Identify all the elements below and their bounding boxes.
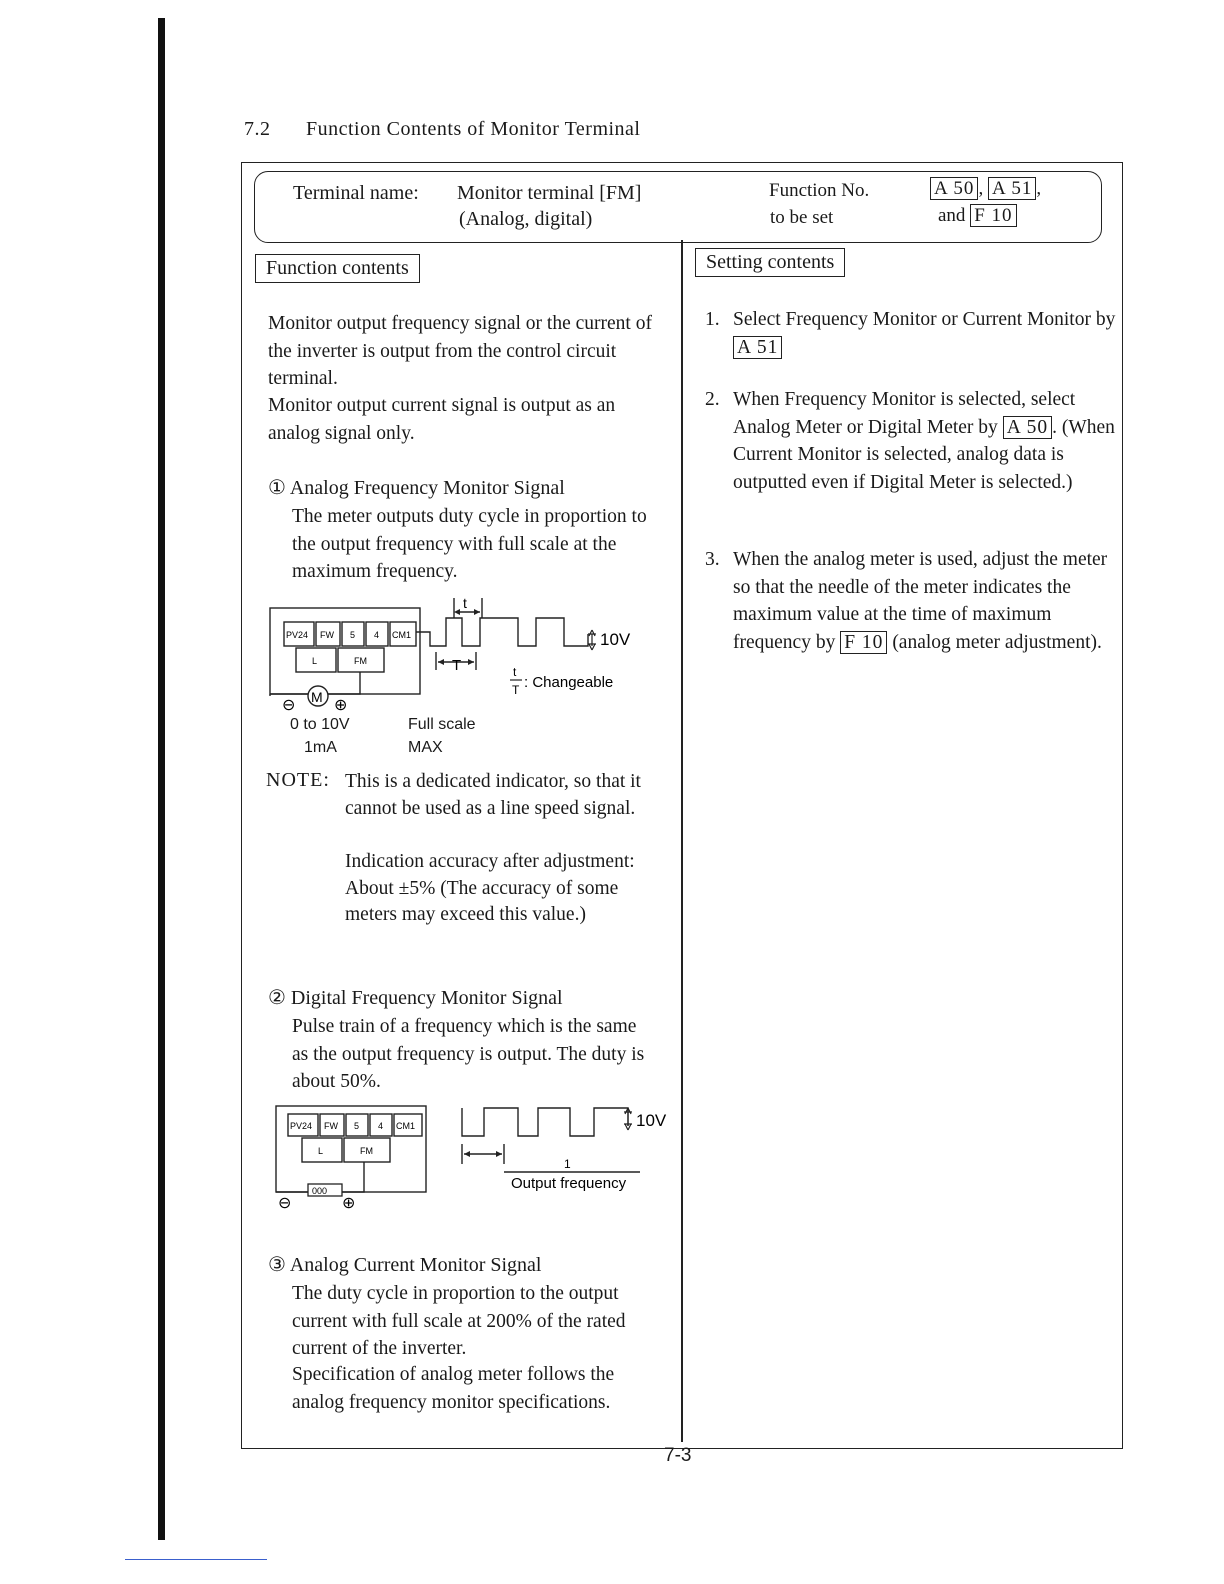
item2-body: Pulse train of a frequency which is the same as the output frequency is output. The duty is about 50%.	[292, 1016, 645, 1092]
item3-title: ③ Analog Current Monitor Signal	[268, 1254, 542, 1276]
minus-icon: ⊖	[278, 1195, 292, 1212]
step-1	[705, 306, 1117, 361]
binding-edge	[158, 18, 165, 1540]
step-after: (analog meter adjustment).	[892, 631, 1102, 653]
full-scale: Full scale	[408, 716, 476, 733]
ratio-output-frequency: Output frequency	[511, 1175, 627, 1192]
terminal-4: 4	[374, 630, 380, 640]
code-a51: A 51	[988, 177, 1036, 200]
ratio-changeable: : Changeable	[524, 674, 614, 691]
note-line-1: This is a dedicated indicator, so that it cannot be used as a line speed signal.	[345, 771, 641, 819]
code-f10: F 10	[840, 631, 887, 654]
code-f10: F 10	[970, 204, 1016, 227]
ratio-denominator: T	[512, 683, 520, 697]
function-codes-line-1	[930, 178, 1041, 200]
analog-monitor-diagram	[266, 590, 676, 725]
terminal-pv24: PV24	[290, 1121, 313, 1131]
step-after: . (When Current Monitor is selected, analog data is outputted even if Digital Meter is selected.)	[733, 416, 1115, 493]
terminal-fm: FM	[354, 656, 367, 666]
step-3	[705, 546, 1117, 656]
meter-symbol: M	[311, 689, 323, 705]
terminal-pv24: PV24	[286, 630, 309, 640]
terminal-l: L	[318, 1146, 324, 1156]
voltage-10v: 10V	[600, 630, 631, 649]
item3-body-1: The duty cycle in proportion to the output current with full scale at 200% of the rated current of the inverter.	[292, 1283, 626, 1359]
item2-title: ② Digital Frequency Monitor Signal	[268, 987, 563, 1009]
step-number: 2.	[705, 389, 720, 410]
terminal-cm1: CM1	[396, 1121, 416, 1131]
ratio-numerator: 1	[564, 1157, 571, 1171]
period-T: T	[452, 657, 462, 674]
to-be-set-label: to be set	[770, 207, 834, 228]
terminal-5: 5	[354, 1121, 360, 1131]
comma: ,	[1036, 178, 1042, 199]
terminal-name-label: Terminal name:	[293, 182, 419, 204]
bottom-rule	[125, 1559, 267, 1560]
note-line-2: Indication accuracy after adjustment: About ±5% (The accuracy of some meters may exceed this value.)	[345, 851, 635, 925]
intro-paragraph-1: Monitor output frequency signal or the current of the inverter is output from the control circuit terminal.	[268, 313, 652, 389]
voltage-10v: 10V	[636, 1111, 667, 1130]
minus-icon: ⊖	[282, 697, 296, 714]
pulse-width-t: t	[463, 595, 467, 611]
plus-icon: ⊕	[342, 1195, 356, 1212]
terminal-name-note: (Analog, digital)	[459, 208, 593, 230]
code-a50: A 50	[1003, 416, 1052, 439]
and-word: and	[938, 205, 966, 226]
function-no-label: Function No.	[769, 180, 870, 201]
terminal-fw: FW	[324, 1121, 338, 1131]
comma: ,	[978, 178, 984, 199]
item3-body-2: Specification of analog meter follows the analog frequency monitor specifications.	[292, 1364, 615, 1413]
terminal-block-outline	[270, 608, 420, 694]
terminal-fw: FW	[320, 630, 334, 640]
scale-max: MAX	[408, 739, 443, 756]
ratio-numerator: t	[513, 665, 517, 679]
plus-icon: ⊕	[334, 697, 348, 714]
step-2	[705, 386, 1117, 496]
code-a50: A 50	[930, 177, 978, 200]
step-number: 1.	[705, 309, 720, 330]
step-number: 3.	[705, 549, 720, 570]
terminal-4: 4	[378, 1121, 384, 1131]
note-label: NOTE:	[266, 769, 330, 791]
function-contents-tab: Function contents	[255, 254, 420, 283]
item1-title: ① Analog Frequency Monitor Signal	[268, 477, 565, 499]
range-1ma: 1mA	[304, 739, 337, 756]
counter-symbol: 000	[312, 1186, 328, 1196]
step-text: When Frequency Monitor is selected, select Analog Meter or Digital Meter by	[733, 389, 1076, 438]
step-text: When the analog meter is used, adjust the meter so that the needle of the meter indicates the maximum value at the time of maximum frequency by	[733, 549, 1108, 653]
code-a51: A 51	[733, 336, 782, 359]
terminal-5: 5	[350, 630, 356, 640]
section-title: Function Contents of Monitor Terminal	[306, 118, 641, 140]
page-number: 7-3	[664, 1445, 692, 1466]
section-heading	[244, 118, 641, 141]
item1-body: The meter outputs duty cycle in proportion to the output frequency with full scale at the maximum frequency.	[292, 506, 647, 582]
terminal-name-value: Monitor terminal [FM]	[457, 182, 642, 204]
section-number: 7.2	[244, 118, 271, 140]
terminal-cm1: CM1	[392, 630, 412, 640]
function-codes-line-2	[938, 205, 1017, 227]
terminal-l: L	[312, 656, 318, 666]
step-text: Select Frequency Monitor or Current Monitor by	[733, 309, 1116, 330]
digital-monitor-diagram	[272, 1096, 676, 1216]
column-divider	[681, 240, 683, 1442]
intro-paragraph-2: Monitor output current signal is output as an analog signal only.	[268, 395, 616, 444]
terminal-fm: FM	[360, 1146, 373, 1156]
setting-contents-tab: Setting contents	[695, 248, 845, 277]
range-0-10v: 0 to 10V	[290, 716, 350, 733]
